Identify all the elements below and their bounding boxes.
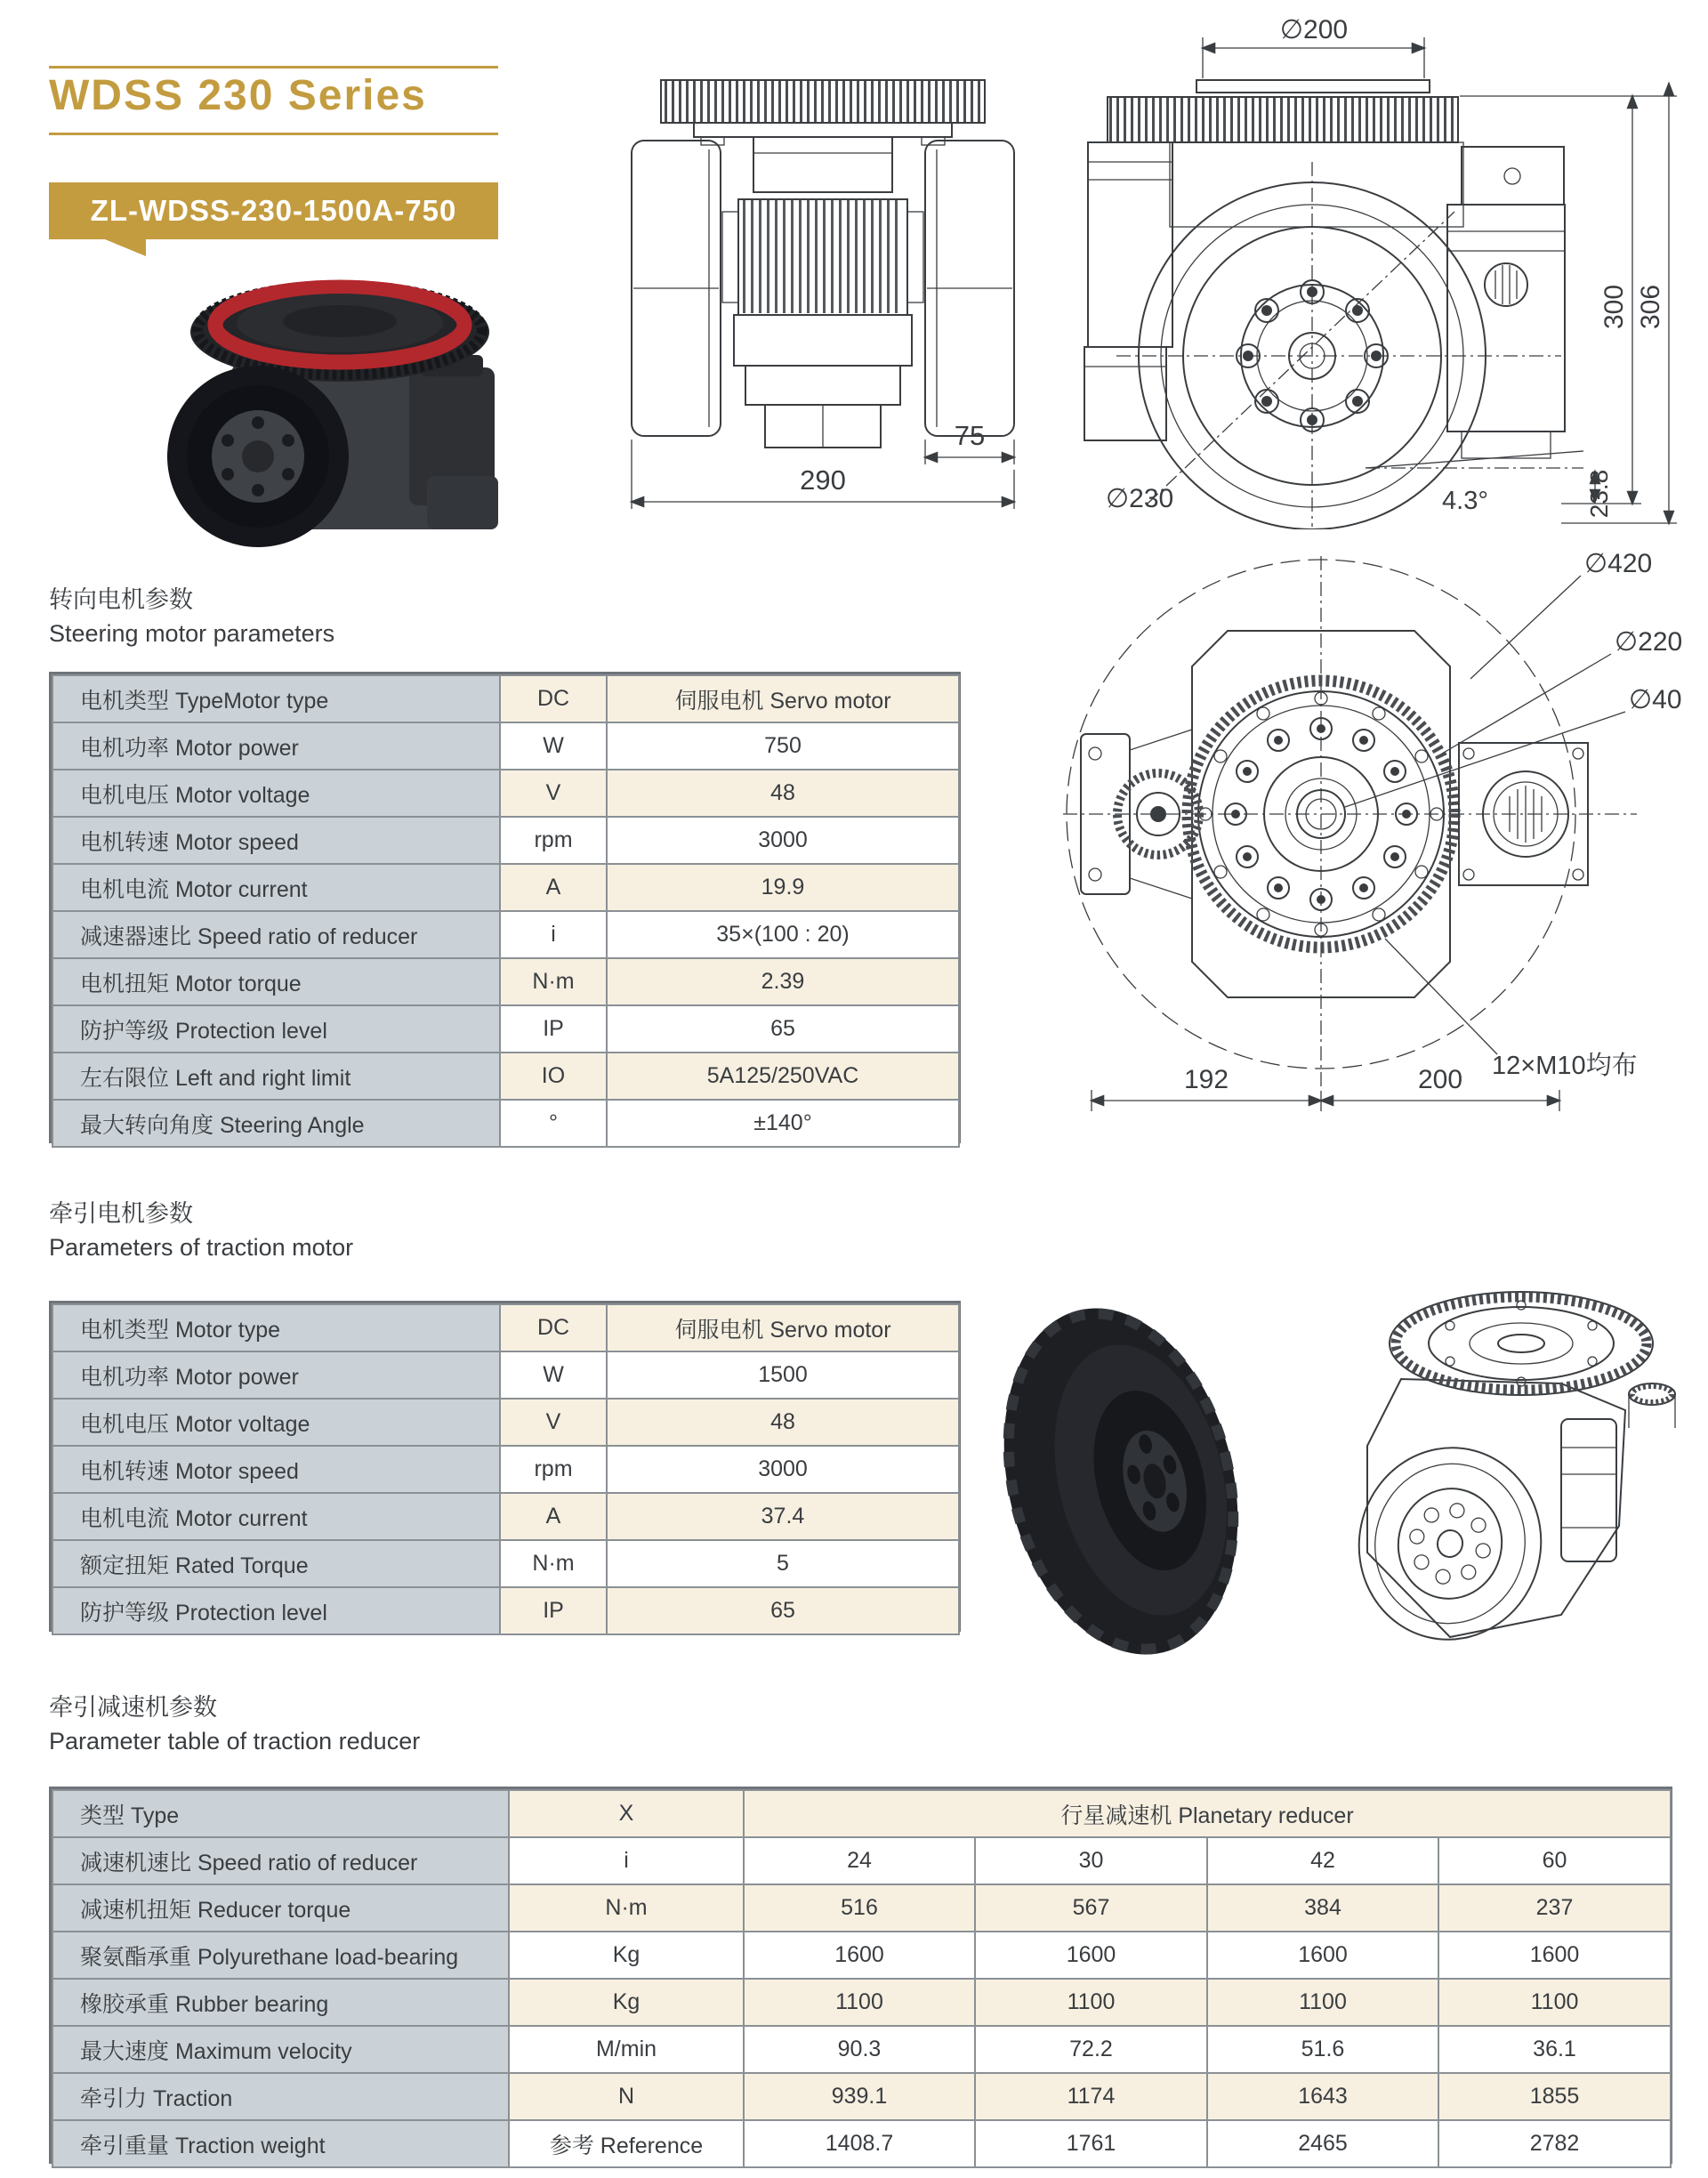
row-value: 1100 xyxy=(744,1979,975,2026)
table-row xyxy=(52,1493,959,1540)
row-value: 5A125/250VAC xyxy=(607,1053,959,1100)
row-value: 1100 xyxy=(1438,1979,1671,2026)
section-title-zh: 转向电机参数 xyxy=(49,586,193,613)
row-unit: V xyxy=(500,770,607,817)
side-view-drawing xyxy=(1063,9,1695,529)
row-value: 2782 xyxy=(1438,2120,1671,2167)
section-header-traction xyxy=(49,1197,353,1265)
dim-height-inner: 300 xyxy=(1599,284,1629,330)
row-value: 24 xyxy=(744,1837,975,1884)
row-value: 90.3 xyxy=(744,2026,975,2073)
row-label: 防护等级 Protection level xyxy=(52,1005,500,1053)
row-unit: Kg xyxy=(509,1979,744,2026)
product-photo xyxy=(116,254,543,561)
front-view-drawing xyxy=(609,44,1036,529)
spec-table xyxy=(52,674,960,1148)
table-row xyxy=(52,1790,1671,1837)
row-value: 51.6 xyxy=(1207,2026,1438,2073)
row-label: 最大转向角度 Steering Angle xyxy=(52,1100,500,1147)
table-row xyxy=(52,1587,959,1634)
row-value: 567 xyxy=(975,1884,1207,1932)
unit-line-drawing xyxy=(1268,1259,1695,1686)
row-value: 36.1 xyxy=(1438,2026,1671,2073)
row-value: 1600 xyxy=(975,1932,1207,1979)
row-unit: V xyxy=(500,1399,607,1446)
table-row xyxy=(52,1446,959,1493)
row-value: 35×(100 : 20) xyxy=(607,911,959,958)
row-unit: M/min xyxy=(509,2026,744,2073)
row-value: 19.9 xyxy=(607,864,959,911)
row-label: 牵引力 Traction xyxy=(52,2073,509,2120)
table-row xyxy=(52,2120,1671,2167)
table-row xyxy=(52,1100,959,1147)
row-value: 939.1 xyxy=(744,2073,975,2120)
row-value: 1500 xyxy=(607,1351,959,1399)
row-label: 减速器速比 Speed ratio of reducer xyxy=(52,911,500,958)
table-row xyxy=(52,1837,1671,1884)
spec-table xyxy=(52,1789,1672,2168)
dim-offset: 23.8 xyxy=(1585,469,1613,519)
row-label: 聚氨酯承重 Polyurethane load-bearing xyxy=(52,1932,509,1979)
row-value: 72.2 xyxy=(975,2026,1207,2073)
row-label: 电机电压 Motor voltage xyxy=(52,1399,500,1446)
top-view-drawing xyxy=(1054,520,1708,1134)
row-value: 37.4 xyxy=(607,1493,959,1540)
row-value: 3000 xyxy=(607,1446,959,1493)
model-badge: ZL-WDSS-230-1500A-750 xyxy=(49,182,498,239)
row-value: 2.39 xyxy=(607,958,959,1005)
row-unit: X xyxy=(509,1790,744,1837)
title-rule-top xyxy=(49,66,498,69)
row-value: 行星减速机 Planetary reducer xyxy=(744,1790,1671,1837)
row-label: 电机转速 Motor speed xyxy=(52,1446,500,1493)
table-row xyxy=(52,2073,1671,2120)
dim-height-overall: 306 xyxy=(1636,284,1665,330)
row-unit: i xyxy=(500,911,607,958)
row-value: 42 xyxy=(1207,1837,1438,1884)
row-value: 65 xyxy=(607,1005,959,1053)
row-value: 1643 xyxy=(1207,2073,1438,2120)
table-row xyxy=(52,1932,1671,1979)
row-unit: Kg xyxy=(509,1932,744,1979)
row-value: 1100 xyxy=(1207,1979,1438,2026)
row-value: 30 xyxy=(975,1837,1207,1884)
dim-center-bore: ∅40 xyxy=(1629,685,1682,714)
section-title-en: Parameter table of traction reducer xyxy=(49,1728,421,1755)
row-unit: ° xyxy=(500,1100,607,1147)
section-title-zh: 牵引电机参数 xyxy=(49,1200,193,1227)
row-value: 48 xyxy=(607,770,959,817)
row-label: 电机转速 Motor speed xyxy=(52,817,500,864)
dim-wheel-width: 75 xyxy=(954,420,986,451)
row-label: 电机电流 Motor current xyxy=(52,864,500,911)
row-value: 1408.7 xyxy=(744,2120,975,2167)
row-label: 最大速度 Maximum velocity xyxy=(52,2026,509,2073)
traction-motor-table xyxy=(49,1301,961,1632)
section-title-en: Parameters of traction motor xyxy=(49,1234,354,1262)
table-row xyxy=(52,911,959,958)
row-label: 电机电流 Motor current xyxy=(52,1493,500,1540)
row-label: 电机功率 Motor power xyxy=(52,1351,500,1399)
row-unit: IP xyxy=(500,1005,607,1053)
dim-gearring-diameter: ∅220 xyxy=(1615,627,1683,657)
row-value: 65 xyxy=(607,1587,959,1634)
page-title: WDSS 230 Series xyxy=(49,72,427,119)
bolt-pattern-note: 12×M10均布 xyxy=(1492,1052,1638,1080)
spec-table xyxy=(52,1303,960,1635)
row-label: 左右限位 Left and right limit xyxy=(52,1053,500,1100)
dim-right-span: 200 xyxy=(1417,1065,1463,1094)
row-unit: N xyxy=(509,2073,744,2120)
row-label: 电机类型 TypeMotor type xyxy=(52,675,500,722)
table-row xyxy=(52,1351,959,1399)
title-rule-bottom xyxy=(49,133,498,135)
dim-outer-diameter: ∅420 xyxy=(1584,549,1653,578)
steering-motor-table xyxy=(49,672,961,1143)
row-label: 电机电压 Motor voltage xyxy=(52,770,500,817)
row-value: 1174 xyxy=(975,2073,1207,2120)
row-unit: DC xyxy=(500,1304,607,1351)
row-value: 1600 xyxy=(1207,1932,1438,1979)
row-unit: rpm xyxy=(500,817,607,864)
row-value: 1761 xyxy=(975,2120,1207,2167)
row-value: 384 xyxy=(1207,1884,1438,1932)
row-value: 48 xyxy=(607,1399,959,1446)
row-value: 60 xyxy=(1438,1837,1671,1884)
row-value: 伺服电机 Servo motor xyxy=(607,675,959,722)
table-row xyxy=(52,817,959,864)
section-header-reducer xyxy=(49,1690,420,1759)
table-row xyxy=(52,1884,1671,1932)
row-label: 减速机扭矩 Reducer torque xyxy=(52,1884,509,1932)
row-label: 电机功率 Motor power xyxy=(52,722,500,770)
row-value: 237 xyxy=(1438,1884,1671,1932)
table-row xyxy=(52,770,959,817)
row-value: 1855 xyxy=(1438,2073,1671,2120)
row-value: 750 xyxy=(607,722,959,770)
tire-photo xyxy=(992,1295,1250,1668)
row-unit: W xyxy=(500,722,607,770)
traction-reducer-table xyxy=(49,1787,1672,2164)
table-row xyxy=(52,675,959,722)
table-row xyxy=(52,864,959,911)
dim-left-span: 192 xyxy=(1183,1065,1229,1094)
table-row xyxy=(52,722,959,770)
table-row xyxy=(52,1399,959,1446)
table-row xyxy=(52,958,959,1005)
row-label: 额定扭矩 Rated Torque xyxy=(52,1540,500,1587)
row-label: 防护等级 Protection level xyxy=(52,1587,500,1634)
row-value: 516 xyxy=(744,1884,975,1932)
row-value: ±140° xyxy=(607,1100,959,1147)
table-row xyxy=(52,1304,959,1351)
section-title-en: Steering motor parameters xyxy=(49,620,335,648)
row-unit: N·m xyxy=(500,958,607,1005)
table-row xyxy=(52,2026,1671,2073)
row-unit: 参考 Reference xyxy=(509,2120,744,2167)
dim-overall-width: 290 xyxy=(800,464,846,496)
row-label: 类型 Type xyxy=(52,1790,509,1837)
row-unit: A xyxy=(500,1493,607,1540)
row-label: 橡胶承重 Rubber bearing xyxy=(52,1979,509,2026)
section-header-steering xyxy=(49,583,334,651)
section-title-zh: 牵引减速机参数 xyxy=(49,1694,217,1721)
row-unit: IO xyxy=(500,1053,607,1100)
row-unit: IP xyxy=(500,1587,607,1634)
table-row xyxy=(52,1979,1671,2026)
row-unit: rpm xyxy=(500,1446,607,1493)
row-unit: W xyxy=(500,1351,607,1399)
row-unit: i xyxy=(509,1837,744,1884)
row-value: 伺服电机 Servo motor xyxy=(607,1304,959,1351)
row-value: 5 xyxy=(607,1540,959,1587)
row-unit: N·m xyxy=(509,1884,744,1932)
table-row xyxy=(52,1540,959,1587)
row-value: 2465 xyxy=(1207,2120,1438,2167)
row-value: 1600 xyxy=(744,1932,975,1979)
row-value: 1100 xyxy=(975,1979,1207,2026)
row-unit: A xyxy=(500,864,607,911)
row-label: 电机类型 Motor type xyxy=(52,1304,500,1351)
dim-gear-diameter: ∅200 xyxy=(1279,15,1349,44)
dim-wheel-diameter: ∅230 xyxy=(1106,484,1174,513)
row-value: 3000 xyxy=(607,817,959,864)
dim-angle: 4.3° xyxy=(1442,487,1488,515)
row-value: 1600 xyxy=(1438,1932,1671,1979)
row-label: 电机扭矩 Motor torque xyxy=(52,958,500,1005)
table-row xyxy=(52,1053,959,1100)
table-row xyxy=(52,1005,959,1053)
row-unit: DC xyxy=(500,675,607,722)
row-unit: N·m xyxy=(500,1540,607,1587)
row-label: 减速机速比 Speed ratio of reducer xyxy=(52,1837,509,1884)
row-label: 牵引重量 Traction weight xyxy=(52,2120,509,2167)
